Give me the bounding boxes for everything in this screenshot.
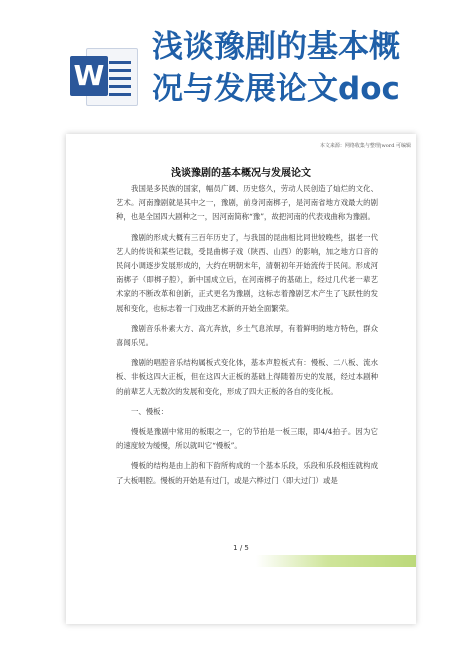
banner: [0, 0, 474, 118]
paragraph: 豫剧音乐朴素大方、高亢奔放，乡土气息浓厚，有着鲜明的地方特色，群众喜闻乐见。: [116, 323, 378, 348]
document-title-line-1: 浅谈豫剧的基本概: [152, 29, 400, 65]
paragraph: 我国是多民族的国家，幅员广阔、历史悠久，劳动人民创造了灿烂的文化、艺术。河南豫剧就是其中之一，豫剧，前身河南梆子，是河南省地方戏最大的剧种，也是全国四大剧种之一，因河南简称“豫”，故把河南的代表戏曲称为豫剧。: [116, 184, 378, 222]
word-icon-letter: W: [70, 56, 108, 96]
paragraph: 一、慢板：: [131, 406, 168, 416]
page-source-line: 本文来源：网络收集与整理|word 可编辑: [319, 143, 411, 149]
paragraph: 豫剧的形成大概有三百年历史了，与我国的昆曲相比同世较晚些，据老一代艺人的传说和某些记载，受昆曲梆子戏（陕西、山西）的影响，加之地方口音的民间小调逐步发展形成的，大约在明朝末年，清朝初年开始流传于民间。形成河南梆子（即梆子腔），新中国成立后，在河南梆子的基础上，经过几代老一辈艺术家的不断改革和创新，正式更名为豫剧，这标志着豫剧艺术产生了飞跃性的发展和变化，也标志着一门戏曲艺术新的开始全面繁荣。: [116, 232, 378, 313]
document-title-line-2: 况与发展论文doc: [152, 71, 400, 107]
footer-accent-bar: [256, 555, 416, 567]
page-body: [116, 182, 378, 494]
document-page-preview: [66, 134, 416, 624]
page-number: 1 / 5: [233, 544, 249, 552]
paragraph: 慢板是豫剧中常用的板眼之一，它的节拍是一板三眼，即4/4拍子。因为它的速度较为缓慢，所以就叫它“慢板”。: [116, 427, 378, 451]
paragraph: 慢板的结构是由上韵和下韵所构成的一个基本乐段，乐段和乐段相连就构成了大板唱腔。慢板的开始是有过门，或是六桦过门（即大过门）或是: [116, 461, 378, 485]
document-title: [152, 26, 472, 110]
paragraph: 豫剧的唱腔音乐结构属板式变化体，基本声腔板式有：慢板、二八板、流水板、非板这四大正板，但在这四大正板的基础上得随着历史的发展，经过本剧种的前辈艺人无数次的发展和变化，形成了四大正板的各自的变化板。: [116, 358, 378, 396]
page-heading: 浅谈豫剧的基本概况与发展论文: [171, 168, 311, 179]
word-document-icon: [68, 46, 140, 106]
